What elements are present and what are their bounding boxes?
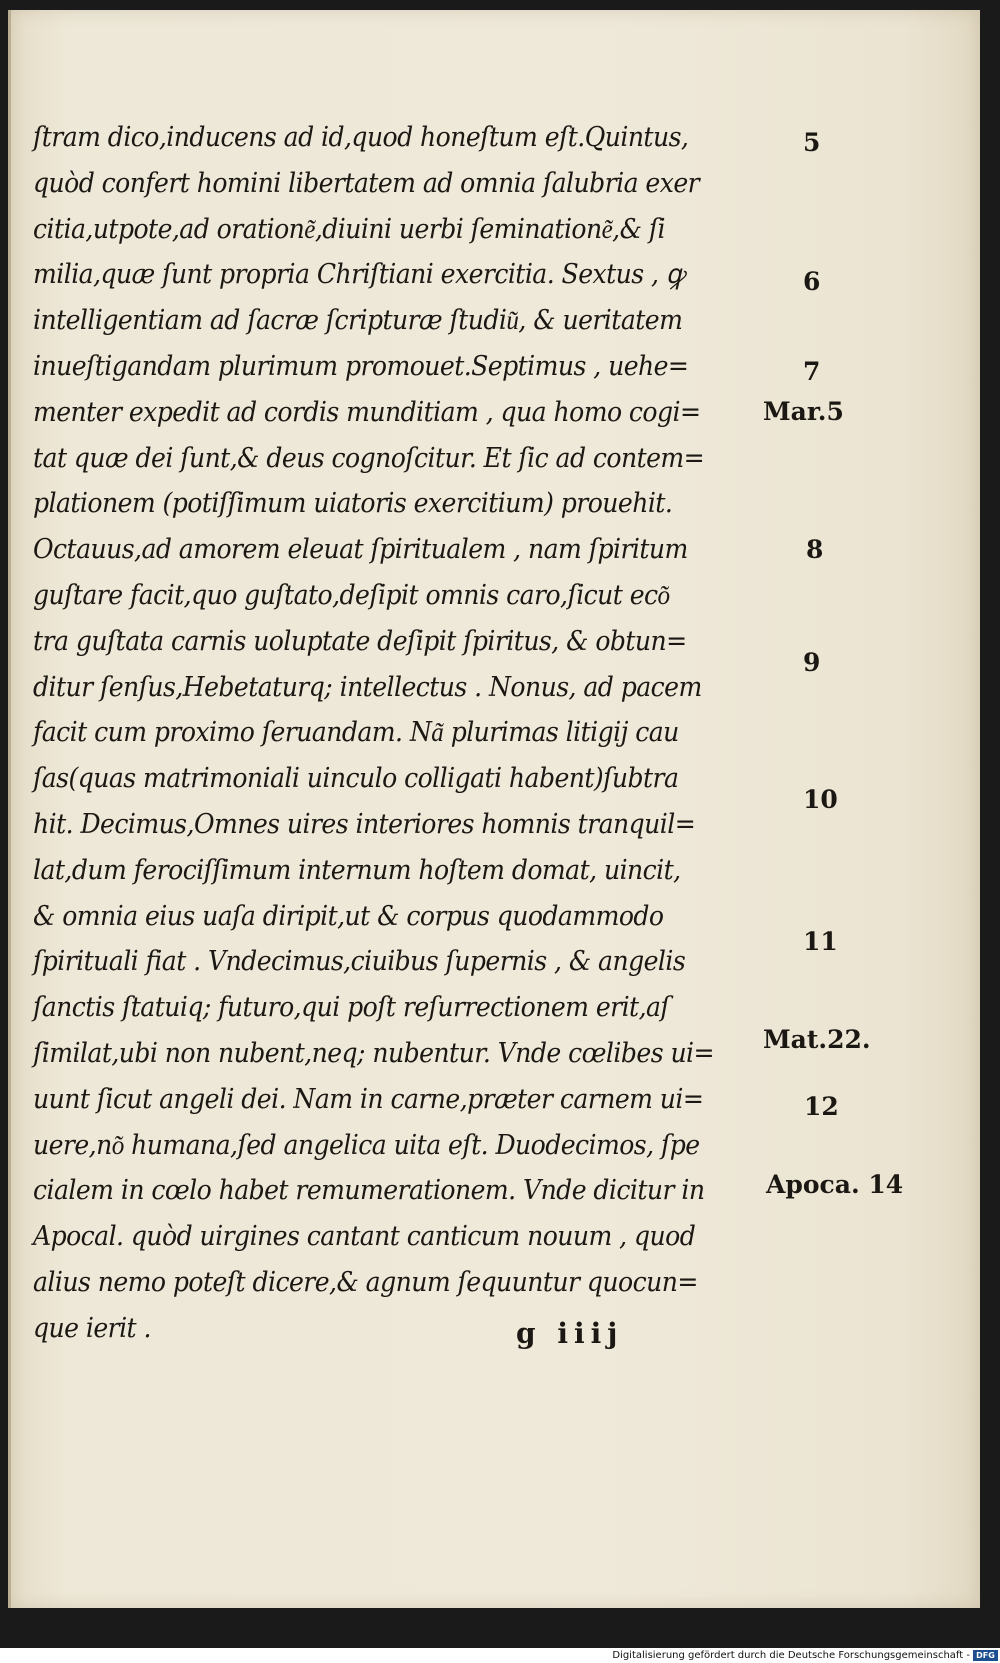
text-line: Apocal. quòd uirgines cantant canticum nouum , quod — [33, 1221, 696, 1253]
dfg-credit-text: Digitalisierung gefördert durch die Deutsche Forschungsgemeinschaft - — [612, 1650, 970, 1661]
text-line: ſanctis ſtatuiq; futuro,qui poſt reſurrectionem erit,aſ — [33, 992, 670, 1024]
text-line: inueſtigandam plurimum promouet.Septimus , uehe= — [33, 350, 689, 382]
text-line: facit cum proximo ſeruandam. Na͂ plurimas litigij cau — [33, 717, 679, 749]
text-line: ſas(quas matrimoniali uinculo colligati habent)ſubtra — [33, 763, 679, 795]
signature-mark: g iiij — [516, 1317, 624, 1350]
margin-note: Apoca. 14 — [766, 1170, 904, 1199]
margin-note: 5 — [803, 128, 821, 157]
text-line: menter expedit ad cordis munditiam , qua homo cogi= — [33, 396, 701, 428]
text-line: plationem (potiſſimum uiatoris exercitium) prouehit. — [33, 488, 673, 520]
margin-note: 12 — [804, 1092, 839, 1121]
text-line: ſimilat,ubi non nubent,neq; nubentur. Vnde cœlibes ui= — [33, 1037, 715, 1069]
text-line: tat quæ dei ſunt,& deus cognoſcitur. Et ſic ad contem= — [33, 442, 705, 474]
text-line: ſpirituali fiat . Vndecimus,ciuibus ſupernis , & angelis — [33, 946, 686, 978]
text-line: lat,dum ferociſſimum internum hoſtem domat, uincit, — [33, 854, 681, 886]
text-line: que ierit . — [33, 1312, 151, 1344]
text-line: ſtram dico,inducens ad id,quod honeſtum eſt.Quintus, — [33, 122, 689, 153]
margin-note: 9 — [803, 648, 821, 677]
margin-note: 7 — [803, 357, 821, 386]
text-line: uere,no͂ humana,ſed angelica uita eſt. Duodecimos, ſpe — [33, 1129, 700, 1161]
margin-note: 11 — [803, 927, 838, 956]
text-line: milia,quæ ſunt propria Chriſtiani exercitia. Sextus , ꝙ — [33, 259, 685, 291]
text-line: quòd confert homini libertatem ad omnia ſalubria exer — [33, 167, 700, 199]
text-line: guſtare facit,quo guſtato,deſipit omnis caro,ſicut eco͂ — [33, 579, 670, 611]
text-line: ditur ſenſus,Hebetaturq; intellectus . Nonus, ad pacem — [33, 671, 702, 703]
dfg-logo-icon: DFG — [973, 1650, 998, 1661]
text-line: uunt ſicut angeli dei. Nam in carne,præter carnem ui= — [33, 1083, 704, 1115]
text-line: alius nemo poteſt dicere,& agnum ſequuntur quocun= — [33, 1266, 698, 1298]
text-line: hit. Decimus,Omnes uires interiores homnis tranquil= — [33, 808, 696, 840]
margin-note: Mar.5 — [763, 397, 844, 426]
body-text — [33, 115, 773, 1352]
text-line: & omnia eius uaſa diripit,ut & corpus quodammodo — [33, 900, 664, 932]
digitization-footer — [0, 1648, 1000, 1663]
text-line: tra guſtata carnis uoluptate deſipit ſpiritus, & obtun= — [33, 625, 687, 657]
margin-note: 10 — [803, 785, 838, 814]
text-line: cialem in cœlo habet remumerationem. Vnde dicitur in — [33, 1175, 705, 1207]
margin-note: 6 — [803, 267, 821, 296]
text-line: citia,utpote,ad oratione͂,diuini uerbi ſeminatione͂,& ſi — [33, 213, 666, 245]
book-page — [8, 10, 980, 1608]
margin-note: Mat.22. — [763, 1025, 871, 1054]
text-line: intelligentiam ad ſacræ ſcripturæ ſtudiu͂, & ueritatem — [33, 305, 683, 337]
margin-note: 8 — [806, 535, 824, 564]
text-line: Octauus,ad amorem eleuat ſpiritualem , nam ſpiritum — [33, 534, 688, 566]
